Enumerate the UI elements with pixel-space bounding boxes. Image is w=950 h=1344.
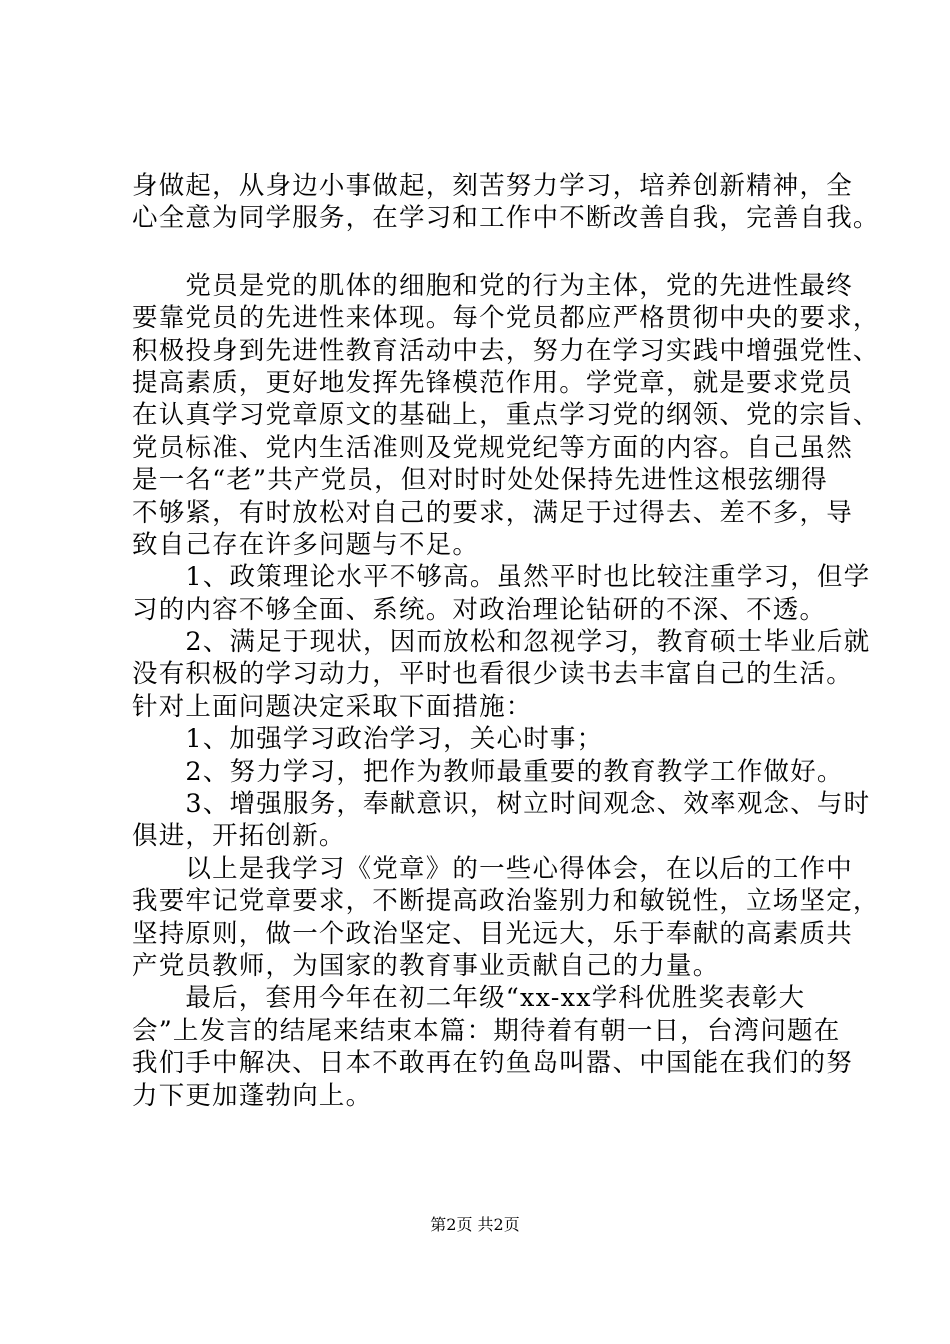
page-number: 第2页 共2页: [430, 1215, 520, 1234]
text-line: 产党员教师，为国家的教育事业贡献自己的力量。: [132, 950, 720, 981]
paragraph-1: [132, 170, 880, 235]
paragraph-3: [132, 561, 871, 626]
text-line: 3、增强服务，奉献意识，树立时间观念、效率观念、与时: [132, 789, 871, 820]
text-line: 俱进，开拓创新。: [132, 821, 346, 852]
text-line: 积极投身到先进性教育活动中去，努力在学习实践中增强党性、: [132, 335, 880, 366]
paragraph-gap: [132, 235, 852, 270]
text-line: 是一名“老”共产党员，但对时时处处保持先进性这根弦绷得: [132, 465, 828, 496]
page-footer: [0, 1215, 950, 1235]
text-line: 没有积极的学习动力，平时也看很少读书去丰富自己的生活。: [132, 659, 853, 690]
paragraph-7: [132, 788, 871, 853]
document-body: [132, 170, 880, 1112]
text-line: 1、加强学习政治学习，关心时事；: [132, 724, 604, 755]
text-line: 力下更加蓬勃向上。: [132, 1080, 373, 1111]
text-line: 坚持原则，做一个政治坚定、目光远大，乐于奉献的高素质共: [132, 918, 853, 949]
text-line: 要靠党员的先进性来体现。每个党员都应严格贯彻中央的要求，: [132, 303, 880, 334]
text-line: 最后，套用今年在初二年级“xx-xx学科优胜奖表彰大: [132, 983, 806, 1014]
text-line: 2、满足于现状，因而放松和忽视学习，教育硕士毕业后就: [132, 627, 871, 658]
text-line: 我要牢记党章要求，不断提高政治鉴别力和敏锐性，立场坚定，: [132, 886, 880, 917]
text-line: 致自己存在许多问题与不足。: [132, 529, 480, 560]
paragraph-2: [132, 270, 880, 562]
text-line: 我们手中解决、日本不敢再在钓鱼岛叫嚣、中国能在我们的努: [132, 1048, 853, 1079]
paragraph-9: [132, 982, 852, 1112]
text-line: 身做起，从身边小事做起，刻苦努力学习，培养创新精神，全: [132, 171, 853, 201]
text-line: 针对上面问题决定采取下面措施：: [132, 691, 533, 722]
text-line: 在认真学习党章原文的基础上，重点学习党的纲领、党的宗旨、: [132, 400, 880, 431]
text-line: 党员标准、党内生活准则及党规党纪等方面的内容。自己虽然: [132, 432, 853, 463]
paragraph-6: [132, 756, 852, 788]
text-line: 习的内容不够全面、系统。对政治理论钻研的不深、不透。: [132, 594, 827, 625]
paragraph-4: [132, 626, 871, 723]
text-line: 提高素质，更好地发挥先锋模范作用。学党章，就是要求党员: [132, 367, 853, 398]
text-line: 1、政策理论水平不够高。虽然平时也比较注重学习，但学: [132, 562, 871, 593]
text-line: 以上是我学习《党章》的一些心得体会，在以后的工作中: [132, 853, 853, 884]
text-line: 2、努力学习，把作为教师最重要的教育教学工作做好。: [132, 756, 844, 787]
text-line: 会”上发言的结尾来结束本篇：期待着有朝一日，台湾问题在: [132, 1015, 841, 1046]
paragraph-5: [132, 723, 852, 755]
text-line: 心全意为同学服务，在学习和工作中不断改善自我，完善自我。: [132, 203, 880, 234]
text-line: 党员是党的肌体的细胞和党的行为主体，党的先进性最终: [132, 270, 853, 301]
text-line: 不够紧，有时放松对自己的要求，满足于过得去、差不多，导: [132, 497, 853, 528]
paragraph-8: [132, 853, 880, 983]
